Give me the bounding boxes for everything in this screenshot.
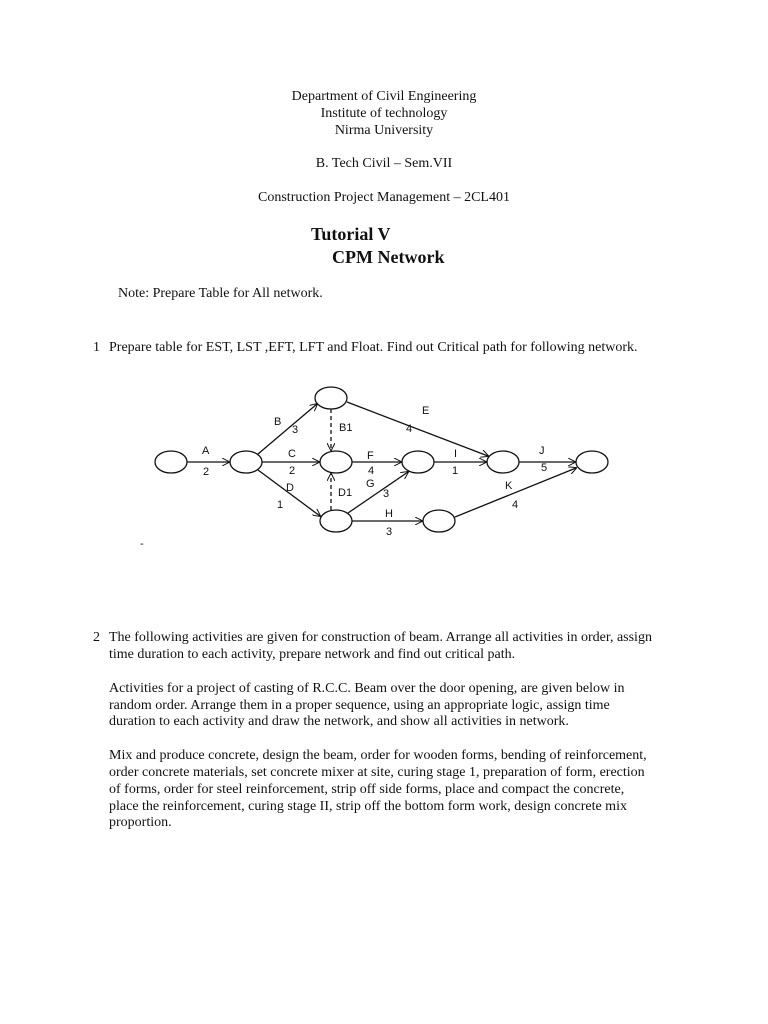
activity-list-line-5: proportion. — [109, 815, 172, 830]
label-k: K — [505, 480, 513, 492]
activities-intro-line-2: random order. Arrange them in a proper sequence, using an appropriate logic, assign time — [109, 698, 610, 713]
question-1-number: 1 — [93, 340, 100, 355]
duration-b: 3 — [292, 424, 299, 436]
tutorial-subtitle: CPM Network — [332, 247, 445, 267]
activity-list-line-2: order concrete materials, set concrete mixer at site, curing stage 1, preparation of form, erection — [109, 765, 645, 780]
department-name: Department of Civil Engineering — [291, 89, 477, 104]
node-8 — [320, 510, 352, 532]
activity-list-line-3: of forms, order for steel reinforcement, strip off side forms, place and compact the concrete, — [109, 782, 625, 797]
question-1-text: Prepare table for EST, LST ,EFT, LFT and Float. Find out Critical path for following network. — [109, 340, 638, 355]
node-5 — [402, 451, 434, 473]
duration-j: 5 — [541, 462, 548, 474]
label-b: B — [274, 416, 282, 428]
label-d1: D1 — [338, 487, 353, 499]
label-f: F — [367, 450, 374, 462]
duration-k: 4 — [512, 499, 519, 511]
label-h: H — [385, 508, 393, 520]
activity-list-line-1: Mix and produce concrete, design the beam, order for wooden forms, bending of reinforcement, — [109, 748, 647, 763]
node-4 — [320, 451, 352, 473]
arrow-g — [348, 472, 408, 513]
stray-mark: - — [140, 538, 144, 550]
duration-f: 4 — [368, 465, 375, 477]
duration-g: 3 — [383, 488, 390, 500]
institute-name: Institute of technology — [320, 106, 448, 121]
question-2-line-2: time duration to each activity, prepare network and find out critical path. — [109, 647, 516, 662]
node-7 — [576, 451, 608, 473]
activities-intro-line-1: Activities for a project of casting of R.C.C. Beam over the door opening, are given below in — [109, 681, 625, 696]
program-name: B. Tech Civil – Sem.VII — [315, 156, 453, 171]
label-j: J — [539, 445, 545, 457]
label-d: D — [286, 482, 294, 494]
label-a: A — [202, 445, 210, 457]
label-g: G — [366, 478, 375, 490]
arrow-b — [258, 404, 317, 454]
note-text: Note: Prepare Table for All network. — [118, 286, 323, 301]
label-e: E — [422, 405, 430, 417]
node-9 — [423, 510, 455, 532]
course-name: Construction Project Management – 2CL401 — [258, 190, 510, 205]
node-1 — [155, 451, 187, 473]
label-c: C — [288, 448, 296, 460]
duration-c: 2 — [289, 465, 296, 477]
arrow-e — [347, 402, 488, 456]
label-i: I — [454, 448, 458, 460]
university-name: Nirma University — [334, 123, 434, 138]
duration-d: 1 — [277, 499, 284, 511]
question-2-line-1: The following activities are given for construction of beam. Arrange all activities in order, assign — [109, 630, 652, 645]
activity-list-line-4: place the reinforcement, curing stage II, strip off the bottom form work, design concrete mix — [109, 799, 627, 814]
label-b1: B1 — [339, 422, 353, 434]
node-3 — [315, 387, 347, 409]
activities-intro-line-3: duration to each activity and draw the network, and show all activities in network. — [109, 714, 569, 729]
duration-e: 4 — [406, 423, 413, 435]
duration-h: 3 — [386, 526, 393, 538]
tutorial-title: Tutorial V — [311, 224, 391, 244]
node-2 — [230, 451, 262, 473]
duration-i: 1 — [452, 465, 459, 477]
question-2-number: 2 — [93, 630, 100, 645]
node-6 — [487, 451, 519, 473]
duration-a: 2 — [203, 466, 210, 478]
